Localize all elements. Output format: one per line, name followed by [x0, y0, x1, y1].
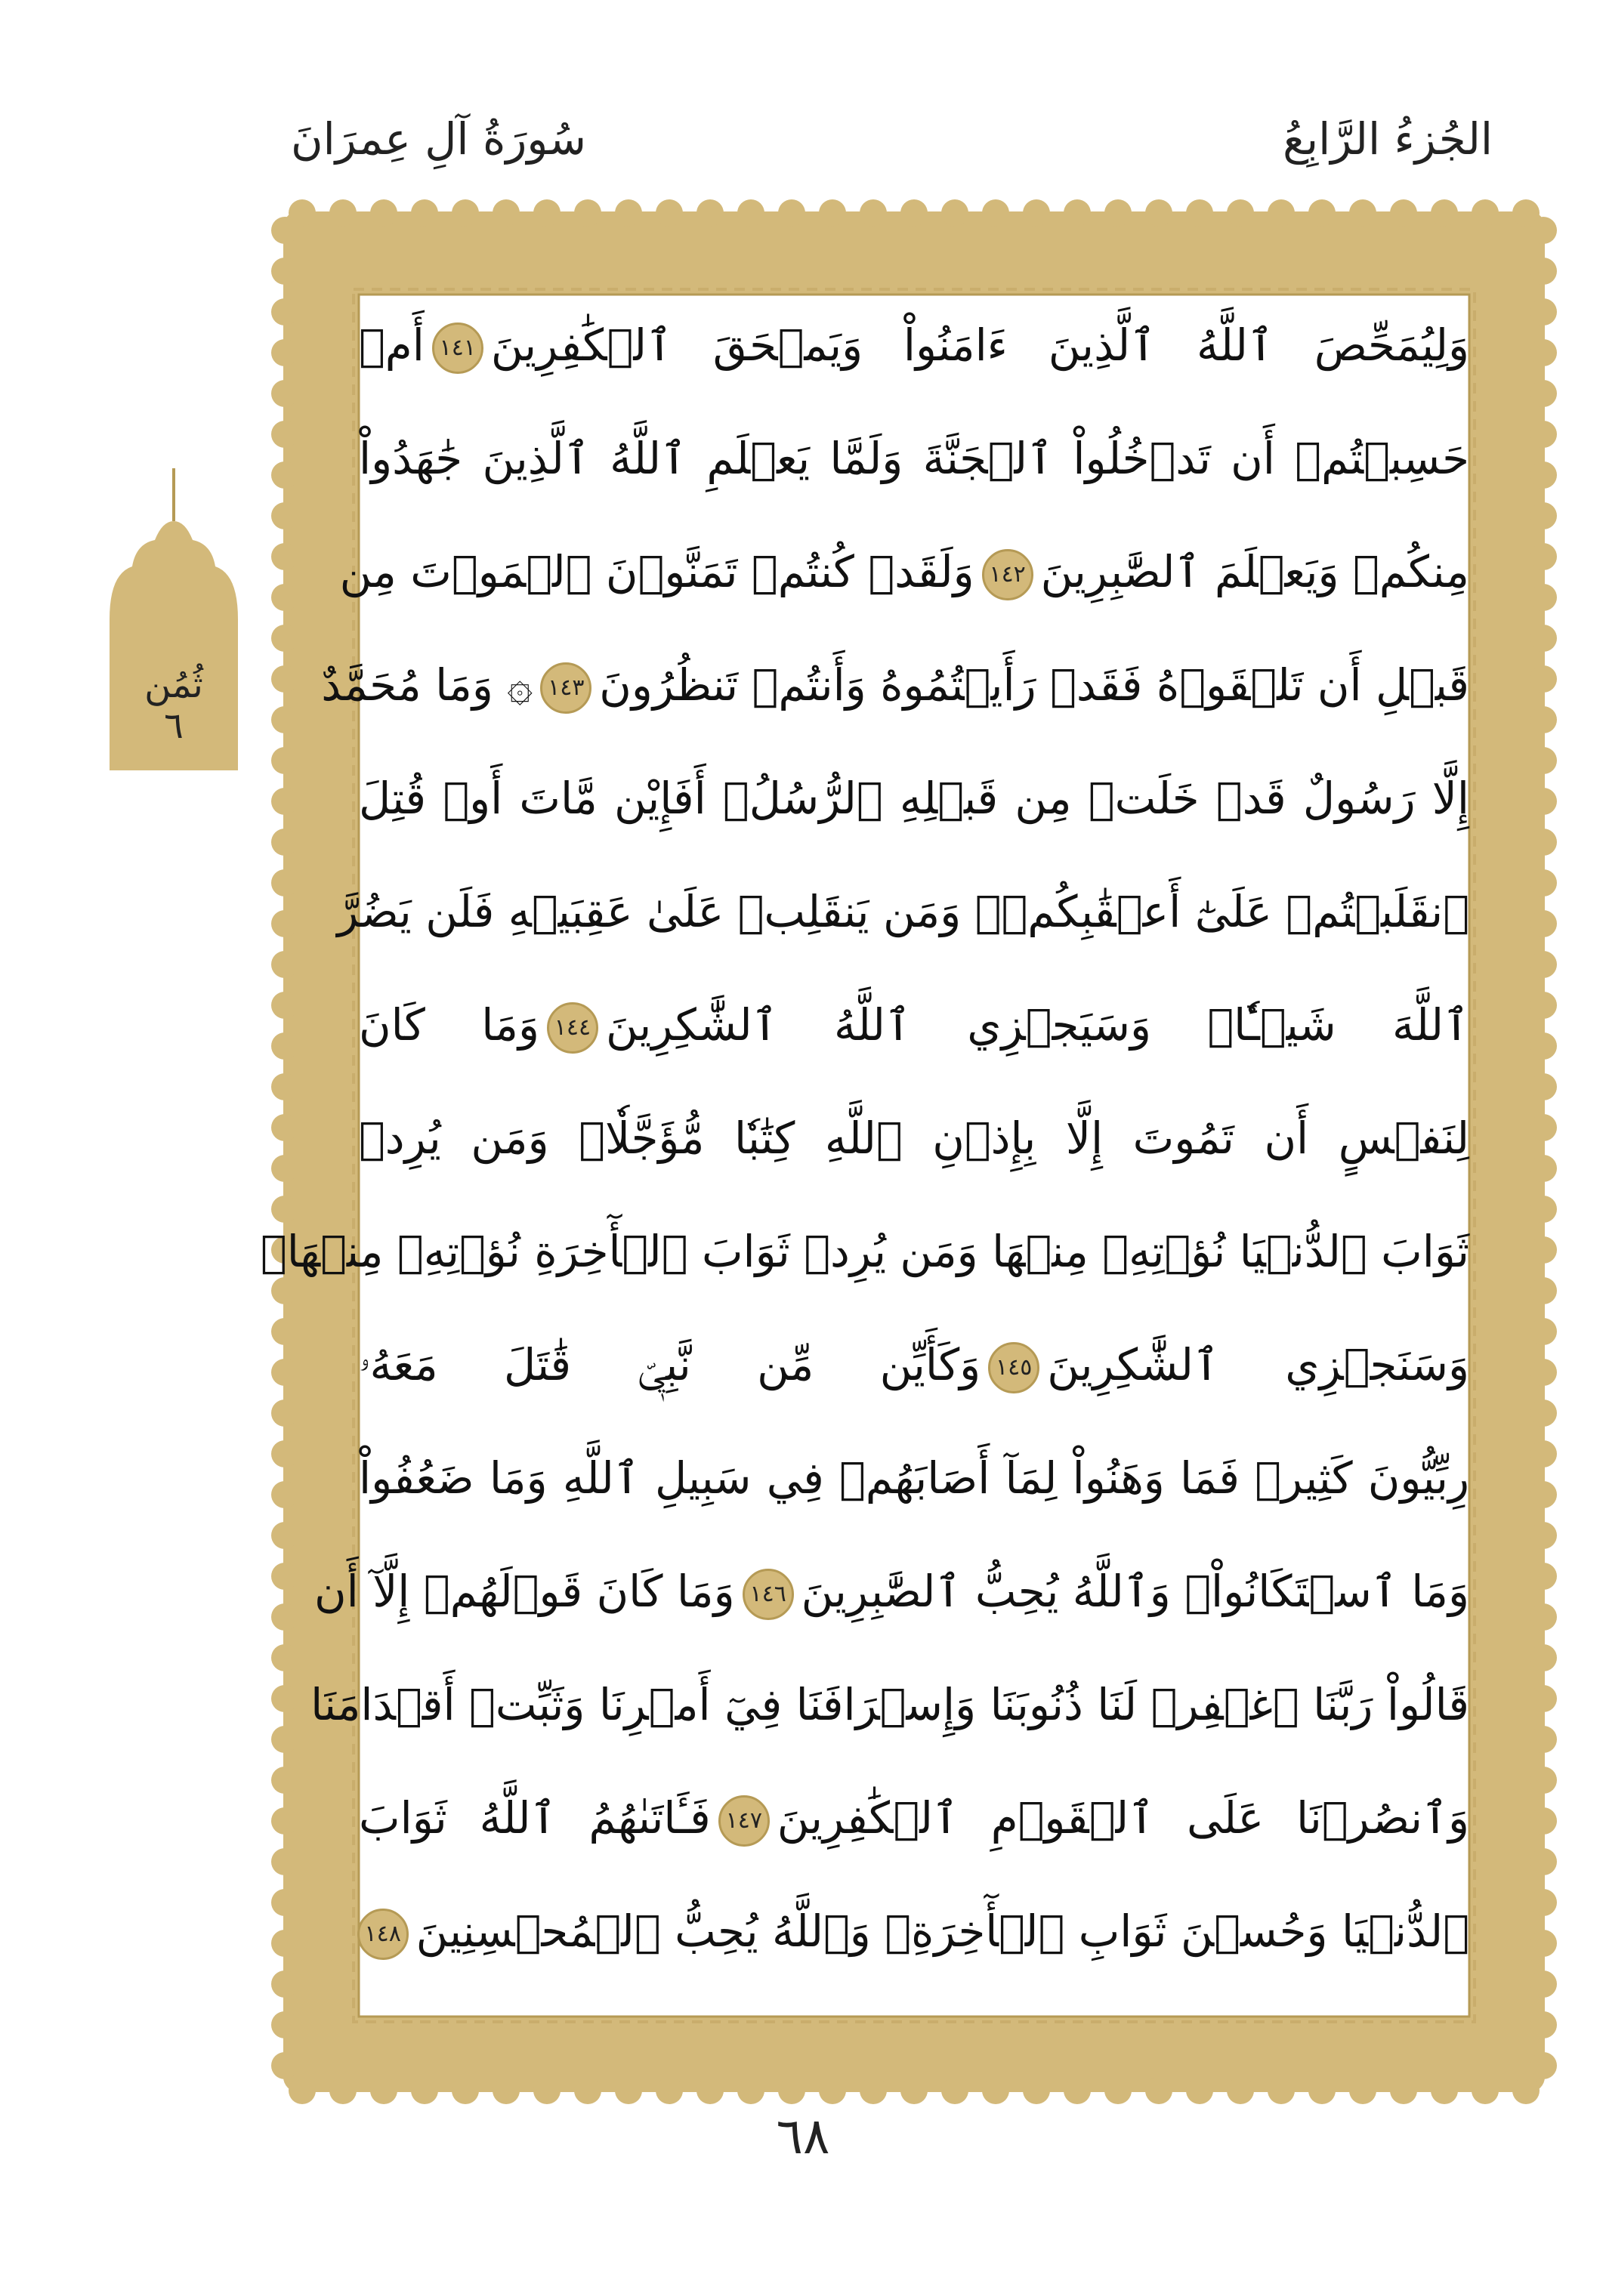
text-line: [339, 525, 1469, 619]
ayah-number-marker: ١٤٤: [547, 1002, 598, 1054]
text-line: [359, 1091, 1469, 1185]
frame-scallop: [1349, 2077, 1376, 2104]
frame-scallop: [1530, 747, 1557, 774]
page-number: ٦٨: [776, 2107, 830, 2165]
text-line: [359, 978, 1469, 1072]
frame-scallop: [271, 1970, 298, 1998]
frame-scallop: [452, 2077, 479, 2104]
surah-title: سُورَةُ آلِ عِمرَانَ: [291, 113, 586, 165]
text-line: [359, 298, 1469, 392]
frame-scallop: [1530, 1603, 1557, 1631]
frame-scallop: [271, 1644, 298, 1671]
frame-scallop: [271, 869, 298, 896]
ayah-number-marker: ١٤٦: [743, 1569, 794, 1620]
frame-scallop: [1064, 2077, 1091, 2104]
frame-scallop: [493, 199, 520, 227]
frame-scallop: [1530, 1563, 1557, 1590]
frame-scallop: [1227, 2077, 1254, 2104]
frame-scallop: [778, 2077, 805, 2104]
frame-scallop: [533, 199, 561, 227]
frame-scallop: [1472, 199, 1499, 227]
frame-scallop: [271, 2052, 298, 2079]
frame-scallop: [1530, 1236, 1557, 1264]
frame-scallop: [411, 199, 438, 227]
frame-scallop: [271, 217, 298, 244]
frame-scallop: [1530, 829, 1557, 856]
frame-scallop: [696, 2077, 724, 2104]
text-line: [359, 1431, 1469, 1525]
frame-scallop: [696, 199, 724, 227]
frame-scallop: [1530, 1400, 1557, 1427]
frame-scallop: [1530, 951, 1557, 978]
frame-scallop: [656, 199, 683, 227]
frame-scallop: [329, 199, 357, 227]
frame-scallop: [271, 298, 298, 326]
frame-scallop: [1530, 1114, 1557, 1141]
frame-scallop: [1431, 199, 1458, 227]
frame-scallop: [900, 199, 928, 227]
frame-scallop: [574, 2077, 601, 2104]
frame-scallop: [271, 1481, 298, 1508]
verse-text: قَبۡلِ أَن تَلۡقَوۡهُ فَقَدۡ رَأَيۡتُمُوهُ وَأَنتُمۡ تَنظُرُونَ: [599, 659, 1469, 711]
frame-scallop: [1308, 2077, 1336, 2104]
verse-text: وَسَنَجۡزِي ٱلشَّٰكِرِينَ: [1047, 1339, 1469, 1390]
frame-scallop: [1530, 543, 1557, 570]
frame-scallop: [271, 1522, 298, 1549]
verse-text: ثَوَابَ ٱلدُّنۡيَا نُؤۡتِهِۦ مِنۡهَا وَمَن يُرِدۡ ثَوَابَ ٱلۡأٓخِرَةِ نُؤۡتِهِۦ مِنۡهَاۚ: [260, 1226, 1469, 1277]
ayah-number-marker: ١٤٧: [718, 1795, 770, 1847]
quran-text-body: [260, 298, 1469, 2013]
frame-scallop: [271, 706, 298, 733]
frame-scallop: [1268, 199, 1295, 227]
verse-text: وَلِيُمَحِّصَ ٱللَّهُ ٱلَّذِينَ ءَامَنُواْ وَيَمۡحَقَ ٱلۡكَٰفِرِينَ: [490, 319, 1469, 371]
frame-scallop: [574, 199, 601, 227]
verse-text: ٱللَّهَ شَيۡـٔٗاۗ وَسَيَجۡزِي ٱللَّهُ ٱلشَّٰكِرِينَ: [605, 999, 1469, 1051]
frame-scallop: [271, 1848, 298, 1875]
thumun-word: ثُمُن: [144, 664, 203, 706]
frame-scallop: [737, 199, 764, 227]
frame-scallop: [1530, 665, 1557, 693]
frame-scallop: [1530, 461, 1557, 489]
frame-scallop: [1530, 788, 1557, 815]
ayah-number-marker: ١٤١: [432, 322, 483, 374]
verse-text: ٱنقَلَبۡتُمۡ عَلَىٰٓ أَعۡقَٰبِكُمۡۚ وَمَن يَنقَلِبۡ عَلَىٰ عَقِبَيۡهِ فَلَن يَضُرَّ: [337, 886, 1469, 937]
frame-scallop: [1530, 2011, 1557, 2038]
ayah-number-marker: ١٤٢: [982, 549, 1033, 600]
frame-scallop: [1530, 1277, 1557, 1304]
frame-scallop: [271, 502, 298, 529]
juz-title: الجُزءُ الرَّابِعُ: [1283, 113, 1493, 165]
frame-scallop: [271, 1726, 298, 1753]
frame-scallop: [1530, 706, 1557, 733]
frame-scallop: [1472, 2077, 1499, 2104]
verse-text: حَسِبۡتُمۡ أَن تَدۡخُلُواْ ٱلۡجَنَّةَ وَلَمَّا يَعۡلَمِ ٱللَّهُ ٱلَّذِينَ جَٰهَدُواْ: [359, 433, 1469, 484]
frame-scallop: [271, 380, 298, 407]
frame-scallop: [1530, 1644, 1557, 1671]
frame-scallop: [1145, 2077, 1172, 2104]
frame-scallop: [1530, 625, 1557, 652]
frame-scallop: [860, 2077, 887, 2104]
frame-scallop: [1530, 1359, 1557, 1386]
frame-scallop: [1530, 1522, 1557, 1549]
frame-scallop: [900, 2077, 928, 2104]
thumun-number: ٦: [164, 705, 184, 747]
verse-text: ٱلدُّنۡيَا وَحُسۡنَ ثَوَابِ ٱلۡأٓخِرَةِۗ وَٱللَّهُ يُحِبُّ ٱلۡمُحۡسِنِينَ: [415, 1906, 1469, 1957]
thumun-label: [102, 665, 246, 746]
text-line: [314, 1545, 1469, 1638]
frame-scallop: [271, 1440, 298, 1467]
frame-scallop: [271, 1603, 298, 1631]
frame-scallop: [1064, 199, 1091, 227]
frame-scallop: [1530, 910, 1557, 937]
frame-scallop: [271, 1767, 298, 1794]
verse-text-continued: وَمَا كَانَ قَوۡلَهُمۡ إِلَّآ أَن: [314, 1566, 735, 1617]
frame-scallop: [411, 2077, 438, 2104]
frame-scallop: [1349, 199, 1376, 227]
frame-scallop: [271, 1114, 298, 1141]
frame-scallop: [271, 461, 298, 489]
verse-text: قَالُواْ رَبَّنَا ٱغۡفِرۡ لَنَا ذُنُوبَنَا وَإِسۡرَافَنَا فِيٓ أَمۡرِنَا وَثَبِّتۡ أَقۡدَامَنَا: [310, 1679, 1469, 1730]
frame-scallop: [271, 1318, 298, 1345]
ayah-number-marker: ١٤٨: [357, 1909, 409, 1960]
frame-scallop: [271, 625, 298, 652]
frame-scallop: [1530, 1440, 1557, 1467]
frame-scallop: [271, 584, 298, 611]
frame-scallop: [271, 829, 298, 856]
frame-scallop: [271, 1807, 298, 1835]
frame-scallop: [1227, 199, 1254, 227]
frame-scallop: [1530, 1685, 1557, 1712]
frame-scallop: [271, 1685, 298, 1712]
frame-scallop: [271, 543, 298, 570]
frame-scallop: [1530, 1155, 1557, 1182]
frame-scallop: [1186, 2077, 1213, 2104]
frame-scallop: [941, 2077, 968, 2104]
frame-scallop: [982, 2077, 1009, 2104]
frame-scallop: [271, 910, 298, 937]
text-line: [359, 1318, 1469, 1412]
frame-scallop: [1530, 421, 1557, 448]
verse-text-continued: أَمۡ: [359, 319, 425, 371]
frame-scallop: [615, 2077, 642, 2104]
frame-scallop: [1390, 199, 1417, 227]
frame-scallop: [941, 199, 968, 227]
frame-scallop: [271, 1930, 298, 1957]
frame-scallop: [656, 2077, 683, 2104]
frame-scallop: [271, 992, 298, 1019]
frame-scallop: [1186, 199, 1213, 227]
frame-scallop: [1512, 2077, 1540, 2104]
frame-scallop: [1023, 2077, 1050, 2104]
frame-scallop: [271, 2011, 298, 2038]
text-line: [359, 412, 1469, 505]
frame-scallop: [1530, 2052, 1557, 2079]
frame-scallop: [1530, 258, 1557, 285]
verse-text: رِبِّيُّونَ كَثِيرٞ فَمَا وَهَنُواْ لِمَآ أَصَابَهُمۡ فِي سَبِيلِ ٱللَّهِ وَمَا ضَعُفُواْ: [359, 1452, 1469, 1504]
frame-scallop: [271, 258, 298, 285]
frame-scallop: [1268, 2077, 1295, 2104]
frame-scallop: [1104, 2077, 1132, 2104]
frame-scallop: [329, 2077, 357, 2104]
verse-text: وَمَا ٱسۡتَكَانُواْۗ وَٱللَّهُ يُحِبُّ ٱلصَّٰبِرِينَ: [801, 1566, 1469, 1617]
frame-scallop: [271, 1155, 298, 1182]
frame-scallop: [271, 1032, 298, 1060]
frame-scallop: [860, 199, 887, 227]
frame-scallop: [1530, 1807, 1557, 1835]
frame-scallop: [1530, 339, 1557, 366]
frame-scallop: [737, 2077, 764, 2104]
text-line: [310, 1658, 1469, 1751]
text-line: [359, 1771, 1469, 1865]
frame-scallop: [271, 951, 298, 978]
frame-scallop: [271, 1359, 298, 1386]
frame-scallop: [271, 421, 298, 448]
frame-scallop: [1308, 199, 1336, 227]
frame-scallop: [1530, 380, 1557, 407]
frame-scallop: [493, 2077, 520, 2104]
frame-scallop: [1530, 1318, 1557, 1345]
frame-scallop: [982, 199, 1009, 227]
ayah-number-marker: ١٤٣: [540, 662, 591, 714]
frame-scallop: [1530, 1032, 1557, 1060]
frame-scallop: [1530, 1196, 1557, 1223]
frame-scallop: [271, 788, 298, 815]
frame-scallop: [1530, 992, 1557, 1019]
frame-scallop: [1530, 584, 1557, 611]
frame-scallop: [370, 199, 397, 227]
verse-text-continued: فَـَٔاتَىٰهُمُ ٱللَّهُ ثَوَابَ: [359, 1792, 711, 1844]
verse-text: وَٱنصُرۡنَا عَلَى ٱلۡقَوۡمِ ٱلۡكَٰفِرِينَ: [777, 1792, 1469, 1844]
frame-scallop: [778, 199, 805, 227]
frame-scallop: [1104, 199, 1132, 227]
frame-scallop: [1530, 298, 1557, 326]
frame-scallop: [1530, 1726, 1557, 1753]
text-line: [337, 865, 1469, 958]
frame-scallop: [1530, 1767, 1557, 1794]
frame-scallop: [1530, 1889, 1557, 1916]
frame-scallop: [271, 747, 298, 774]
verse-text: لِنَفۡسٍ أَن تَمُوتَ إِلَّا بِإِذۡنِ ٱللَّهِ كِتَٰبٗا مُّؤَجَّلٗاۗ وَمَن يُرِدۡ: [359, 1113, 1469, 1164]
text-line: [359, 1884, 1469, 1978]
verse-text: مِنكُمۡ وَيَعۡلَمَ ٱلصَّٰبِرِينَ: [1040, 546, 1469, 597]
frame-scallop: [1145, 199, 1172, 227]
frame-scallop: [1530, 1930, 1557, 1957]
verse-text-continued: وَكَأَيِّن مِّن نَّبِيّٖ قَٰتَلَ مَعَهُۥ: [359, 1339, 981, 1390]
frame-scallop: [271, 665, 298, 693]
text-line: [260, 1205, 1469, 1298]
frame-scallop: [1530, 217, 1557, 244]
frame-scallop: [1530, 502, 1557, 529]
frame-scallop: [370, 2077, 397, 2104]
verse-text-continued: وَمَا كَانَ: [359, 999, 539, 1051]
frame-scallop: [1390, 2077, 1417, 2104]
frame-scallop: [1530, 1073, 1557, 1100]
frame-scallop: [271, 1563, 298, 1590]
ayah-number-marker: ١٤٥: [988, 1342, 1039, 1393]
frame-scallop: [819, 199, 846, 227]
frame-scallop: [289, 2077, 316, 2104]
frame-scallop: [1530, 1481, 1557, 1508]
frame-scallop: [1530, 869, 1557, 896]
frame-scallop: [1431, 2077, 1458, 2104]
frame-scallop: [452, 199, 479, 227]
frame-scallop: [271, 339, 298, 366]
verse-text-continued: وَلَقَدۡ كُنتُمۡ تَمَنَّوۡنَ ٱلۡمَوۡتَ مِن: [339, 546, 974, 597]
verse-text: إِلَّا رَسُولٌ قَدۡ خَلَتۡ مِن قَبۡلِهِ ٱلرُّسُلُۚ أَفَإِيْن مَّاتَ أَوۡ قُتِلَ: [359, 773, 1469, 824]
frame-scallop: [533, 2077, 561, 2104]
frame-scallop: [1530, 1970, 1557, 1998]
text-line: [359, 751, 1469, 845]
frame-scallop: [1023, 199, 1050, 227]
frame-scallop: [615, 199, 642, 227]
frame-scallop: [819, 2077, 846, 2104]
frame-scallop: [271, 1400, 298, 1427]
frame-scallop: [1530, 1848, 1557, 1875]
frame-scallop: [271, 1073, 298, 1100]
frame-scallop: [271, 1889, 298, 1916]
text-line: [321, 638, 1469, 732]
verse-text-continued: ۞ وَمَا مُحَمَّدٌ: [321, 659, 533, 711]
